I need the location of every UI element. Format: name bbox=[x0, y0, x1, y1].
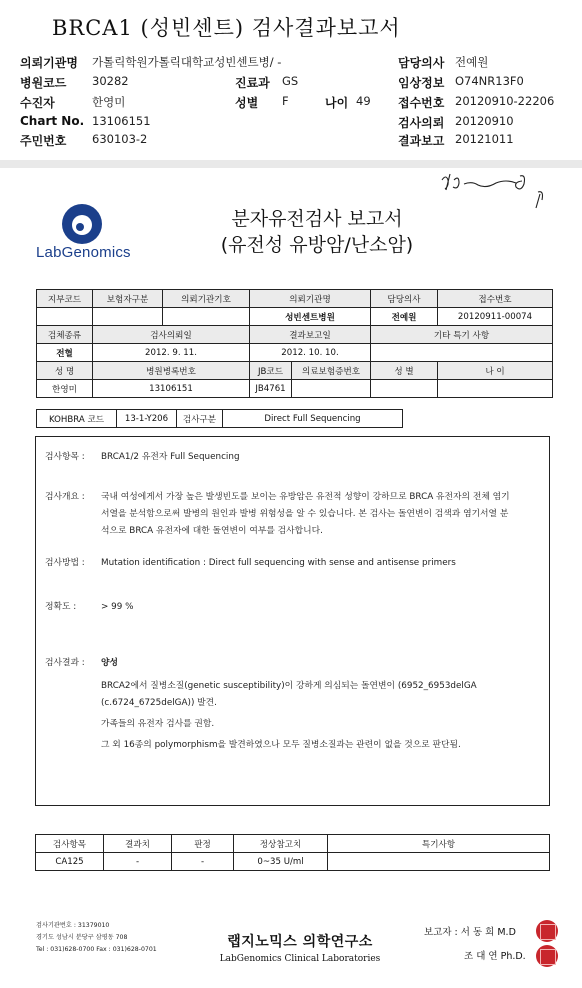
label-request-date: 검사의뢰 bbox=[398, 116, 445, 130]
label-resident-no: 주민번호 bbox=[20, 134, 67, 148]
section-label: 검사결과 : bbox=[45, 658, 85, 668]
label-hospital-code: 병원코드 bbox=[20, 76, 67, 90]
result-line: 그 외 16종의 polymorphism을 발견하였으나 모두 질병소질과는 관련이 없을 것으로 판단됨. bbox=[101, 740, 461, 750]
value-sex: F bbox=[282, 94, 289, 108]
address-line: 검사기관번호 : 31379010 bbox=[36, 922, 110, 929]
page-separator bbox=[0, 160, 582, 168]
label-receipt-no: 접수번호 bbox=[398, 96, 445, 110]
value-resident-no: 630103-2 bbox=[92, 132, 148, 146]
table-cell bbox=[37, 308, 93, 326]
header-row-chart bbox=[0, 114, 582, 132]
value-report-date: 20121011 bbox=[455, 132, 514, 146]
value-institution: 가톨릭학원가톨릭대학교성빈센트병/ - bbox=[92, 55, 282, 69]
reporter-1: 보고자 : 서 동 희 M.D bbox=[424, 927, 516, 938]
table-row bbox=[37, 344, 553, 362]
lab-address bbox=[36, 920, 157, 956]
header-row-hospital-code bbox=[0, 74, 582, 92]
section-label: 검사방법 : bbox=[45, 558, 85, 568]
label-chart-no: Chart No. bbox=[20, 114, 85, 128]
lab-name bbox=[200, 931, 400, 964]
report-title-line2: (유전성 유방암/난소암) bbox=[220, 234, 414, 256]
table-cell: 13106151 bbox=[93, 380, 250, 398]
table-header: 판정 bbox=[172, 835, 234, 853]
kohbra-table bbox=[36, 409, 403, 428]
table-cell: 병원병록번호 bbox=[93, 362, 250, 380]
table-cell: Direct Full Sequencing bbox=[223, 410, 403, 428]
table-row bbox=[36, 835, 550, 853]
label-department: 진료과 bbox=[235, 76, 270, 90]
table-cell: 지부코드 bbox=[37, 290, 93, 308]
table-cell bbox=[93, 308, 163, 326]
table-cell: 20120911-00074 bbox=[438, 308, 553, 326]
table-row bbox=[37, 308, 553, 326]
table-cell: 기타 특기 사항 bbox=[371, 326, 553, 344]
result-line: (c.6724_6725delGA)) 발견. bbox=[101, 698, 217, 708]
section-label: 검사항목 : bbox=[45, 452, 85, 462]
table-cell bbox=[292, 380, 371, 398]
table-cell bbox=[163, 308, 250, 326]
table-cell: 2012. 9. 11. bbox=[93, 344, 250, 362]
handwritten-annotation bbox=[430, 170, 560, 212]
table-cell: 의뢰기관명 bbox=[250, 290, 371, 308]
table-cell: 한영미 bbox=[37, 380, 93, 398]
summary-line: 서열을 분석함으로써 발병의 원인과 발병 위험성을 알 수 있습니다. 본 검사는 돌연변이 검색과 염기서열 분 bbox=[101, 509, 509, 519]
value-receipt-no: 20120910-22206 bbox=[455, 94, 555, 108]
logo-wordmark: LabGenomics bbox=[36, 244, 131, 261]
label-age: 나이 bbox=[325, 96, 349, 110]
section-value: BRCA1/2 유전자 Full Sequencing bbox=[101, 452, 240, 462]
table-cell bbox=[371, 344, 553, 362]
report-document bbox=[0, 168, 582, 988]
table-cell: 의뢰기관기호 bbox=[163, 290, 250, 308]
table-cell: 0~35 U/ml bbox=[234, 853, 328, 871]
label-institution: 의뢰기관명 bbox=[20, 56, 78, 70]
table-cell: - bbox=[172, 853, 234, 871]
table-cell: 담당의사 bbox=[371, 290, 438, 308]
patient-info-table bbox=[36, 289, 553, 398]
table-cell: 검체종류 bbox=[37, 326, 93, 344]
table-cell: 의료보험증번호 bbox=[292, 362, 371, 380]
report-title bbox=[192, 206, 442, 258]
value-department: GS bbox=[282, 74, 299, 88]
label-physician: 담당의사 bbox=[398, 56, 445, 70]
test-details-box bbox=[35, 436, 550, 806]
address-line: 경기도 성남시 분당구 삼평동 708 bbox=[36, 934, 128, 941]
table-cell: 접수번호 bbox=[438, 290, 553, 308]
result-line: BRCA2에서 질병소질(genetic susceptibility)이 강하게 의심되는 돌연변이 (6952_6953delGA bbox=[101, 681, 477, 691]
reporter-2: 조 대 연 Ph.D. bbox=[464, 951, 526, 962]
label-clinical-info: 임상정보 bbox=[398, 76, 445, 90]
header-row-institution bbox=[0, 54, 582, 72]
table-row bbox=[37, 326, 553, 344]
table-header: 검사항목 bbox=[36, 835, 104, 853]
table-cell: 성 명 bbox=[37, 362, 93, 380]
address-line: Tel : 031)628-0700 Fax : 031)628-0701 bbox=[36, 946, 157, 953]
marker-result-table bbox=[35, 834, 550, 871]
table-cell: 전예원 bbox=[371, 308, 438, 326]
labgenomics-logo-icon bbox=[36, 202, 146, 272]
lab-name-english: LabGenomics Clinical Laboratories bbox=[219, 954, 381, 964]
table-cell: JB4761 bbox=[250, 380, 292, 398]
table-row bbox=[36, 853, 550, 871]
report-title-line1: 분자유전검사 보고서 bbox=[231, 208, 403, 230]
table-cell: 13-1-Y206 bbox=[117, 410, 177, 428]
table-cell: 나 이 bbox=[438, 362, 553, 380]
table-header: 특기사항 bbox=[328, 835, 550, 853]
table-cell: 성 별 bbox=[371, 362, 438, 380]
summary-line: 국내 여성에게서 가장 높은 발생빈도를 보이는 유방암은 유전적 성향이 강하므로 BRCA 유전자의 전체 염기 bbox=[101, 492, 510, 502]
summary-line: 석으로 BRCA 유전자에 대한 돌연변이 여부를 검사합니다. bbox=[101, 526, 323, 536]
section-value: > 99 % bbox=[101, 602, 134, 612]
report-header bbox=[0, 0, 582, 168]
table-cell: KOHBRA 코드 bbox=[37, 410, 117, 428]
seal-stamp-icon bbox=[536, 920, 558, 942]
label-patient: 수진자 bbox=[20, 96, 55, 110]
table-cell: 검사의뢰일 bbox=[93, 326, 250, 344]
table-row bbox=[37, 410, 403, 428]
table-cell bbox=[328, 853, 550, 871]
section-value bbox=[101, 489, 541, 540]
table-cell: 보험자구분 bbox=[93, 290, 163, 308]
table-cell: 전혈 bbox=[37, 344, 93, 362]
table-cell: 결과보고일 bbox=[250, 326, 371, 344]
table-row bbox=[37, 290, 553, 308]
section-label: 검사개요 : bbox=[45, 492, 85, 502]
result-line: 가족들의 유전자 검사를 권함. bbox=[101, 719, 215, 729]
value-hospital-code: 30282 bbox=[92, 74, 129, 88]
table-header: 정상참고치 bbox=[234, 835, 328, 853]
label-report-date: 결과보고 bbox=[398, 134, 445, 148]
value-physician: 전예원 bbox=[455, 55, 489, 69]
lab-name-korean: 랩지노믹스 의학연구소 bbox=[227, 934, 373, 950]
section-label: 정확도 : bbox=[45, 602, 77, 612]
seal-stamp-icon bbox=[536, 945, 558, 967]
table-header: 결과치 bbox=[104, 835, 172, 853]
result-status: 양성 bbox=[101, 658, 118, 668]
table-cell: 검사구분 bbox=[177, 410, 223, 428]
table-row bbox=[37, 362, 553, 380]
table-row bbox=[37, 380, 553, 398]
table-cell: 2012. 10. 10. bbox=[250, 344, 371, 362]
value-clinical-info: O74NR13F0 bbox=[455, 74, 524, 88]
value-chart-no: 13106151 bbox=[92, 114, 151, 128]
table-cell bbox=[371, 380, 438, 398]
value-age: 49 bbox=[356, 94, 371, 108]
table-cell bbox=[438, 380, 553, 398]
section-value bbox=[101, 655, 541, 754]
table-cell: - bbox=[104, 853, 172, 871]
table-cell: CA125 bbox=[36, 853, 104, 871]
value-request-date: 20120910 bbox=[455, 114, 514, 128]
label-sex: 성별 bbox=[235, 96, 259, 110]
header-row-patient bbox=[0, 94, 582, 112]
section-value: Mutation identification : Direct full sequencing with sense and antisense primers bbox=[101, 558, 456, 568]
table-cell: JB코드 bbox=[250, 362, 292, 380]
header-row-id bbox=[0, 132, 582, 150]
table-cell: 성빈센트병원 bbox=[250, 308, 371, 326]
value-patient: 한영미 bbox=[92, 95, 126, 109]
page-title: BRCA1 (성빈센트) 검사결과보고서 bbox=[52, 16, 401, 40]
